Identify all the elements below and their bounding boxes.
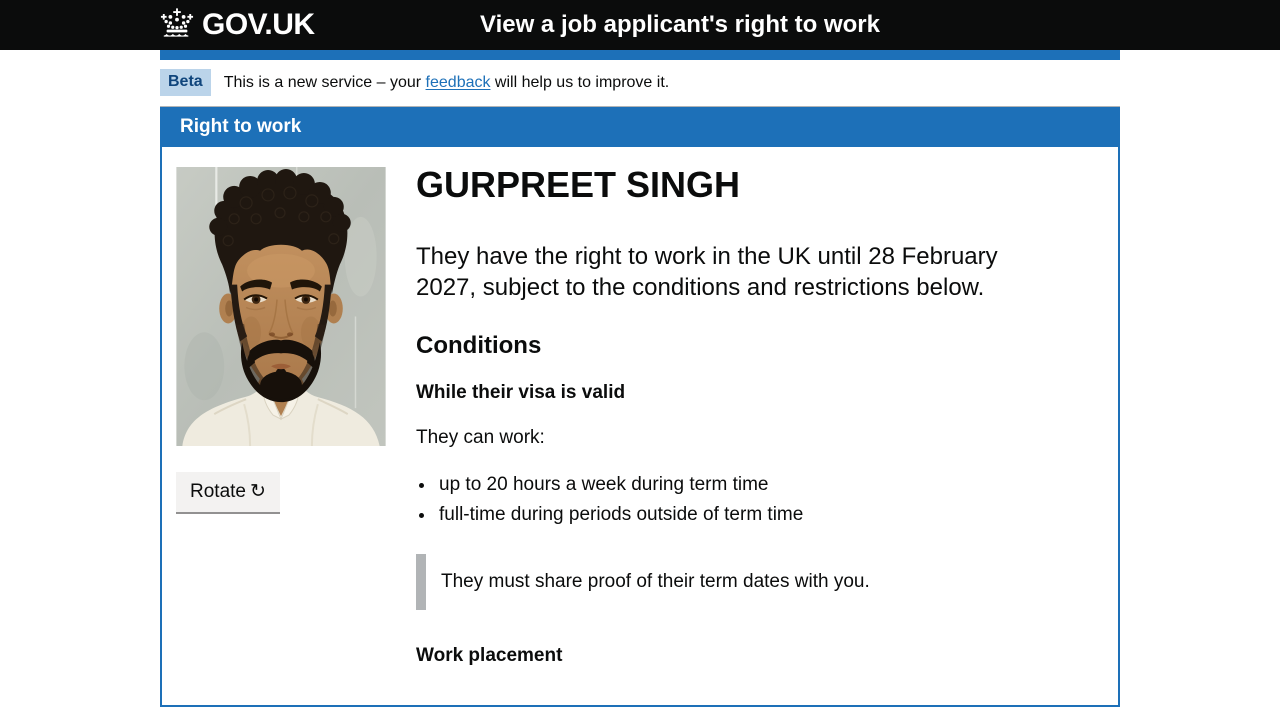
- phase-text-after: will help us to improve it.: [490, 74, 670, 91]
- conditions-heading: Conditions: [416, 332, 542, 359]
- right-to-work-summary: They have the right to work in the UK until 28 February 2027, subject to the conditions and restrictions below.: [416, 243, 998, 301]
- header-accent-bar: [160, 50, 1120, 60]
- crown-icon: [160, 8, 194, 42]
- main-content: [160, 107, 1120, 707]
- govuk-logo-text: GOV.UK: [202, 8, 315, 41]
- list-item: • up to 20 hours a week during term time: [436, 470, 1104, 500]
- phase-text-before: This is a new service – your: [223, 74, 426, 91]
- photo-column: [176, 167, 386, 512]
- feedback-link[interactable]: feedback: [425, 74, 491, 91]
- work-conditions-list: [416, 470, 1104, 530]
- applicant-name: GURPREET SINGH: [416, 164, 741, 205]
- rotate-button[interactable]: [176, 472, 280, 512]
- govuk-logo-link[interactable]: [160, 8, 315, 42]
- list-item: • full-time during periods outside of term time: [436, 500, 1104, 530]
- rotate-button-label: Rotate: [190, 481, 246, 502]
- work-placement-heading: Work placement: [416, 645, 563, 666]
- inset-text: They must share proof of their term dates with you.: [416, 554, 1036, 610]
- rotate-icon: ↻: [249, 481, 266, 502]
- details-column: [416, 164, 1104, 668]
- visa-valid-heading: While their visa is valid: [416, 382, 626, 403]
- phase-banner: [160, 60, 1120, 107]
- right-to-work-panel: [160, 107, 1120, 707]
- panel-body: [160, 147, 1120, 707]
- applicant-photo: [176, 167, 386, 446]
- phase-banner-text: [224, 70, 670, 95]
- work-intro: They can work:: [416, 427, 545, 448]
- panel-header: [160, 107, 1120, 147]
- beta-tag: Beta: [160, 69, 211, 96]
- service-title: View a job applicant's right to work: [480, 11, 880, 38]
- govuk-header: [0, 0, 1280, 50]
- panel-title: Right to work: [180, 116, 302, 137]
